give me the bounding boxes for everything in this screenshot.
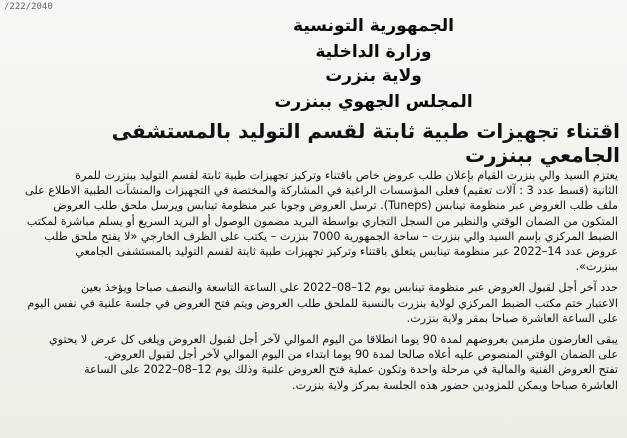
paragraph xyxy=(14,332,618,393)
text-line: عروض عدد 14–2022 عبر منظومة تينابس يتعلق باقتناء وتركيز تجهيزات طبية ثابتة لقسم التوليد بالمستشفى الجامعي xyxy=(75,245,618,259)
notice-body xyxy=(14,168,618,399)
text-line: حدد آخر أجل لقبول العروض عبر منظومة تينابس يوم 12–08–2022 على الساعة التاسعة والنصف صباحا ويؤخذ بعين xyxy=(81,281,618,295)
reference-number: /222/2040 xyxy=(4,2,53,12)
governorate-heading: ولاية بنزرت xyxy=(325,66,422,86)
text-line: على الضمان الوقتي المنصوص عليه أعلاه صالحا لمدة 90 يوما ابتداء من اليوم الموالي لآخر أجل لقبول العروض. xyxy=(104,348,618,362)
text-line: الثانية (قسط عدد 3 : آلات تعقيم) فعلى المؤسسات الراغبة في المشاركة والمختصة في التجهيزات والمنشآت الطبية الاطلاع على xyxy=(25,184,618,198)
text-line: ملف طلب العروض عبر منظومة تينابس (Tuneps). ترسل العروض وجوبا عبر منظومة تينابس ويرسل ملحق طلب العروض xyxy=(53,199,618,213)
ministry-heading: وزارة الداخلية xyxy=(315,42,432,62)
text-line: العاشرة صباحا ويمكن للمزودين حضور هذه الجلسة بمركز ولاية بنزرت. xyxy=(292,378,618,392)
text-line: على الساعة العاشرة صباحا بمقر ولاية بنزرت. xyxy=(406,311,618,325)
text-line: ببنزرت». xyxy=(575,260,618,274)
text-line: المتكون من الضمان الوقتي والنظير من السجل التجاري بواسطة البريد مضمون الوصول أو البريد السريع أو يسلم مباشرة لمكتب xyxy=(26,214,618,228)
paragraph xyxy=(14,280,618,326)
text-line: يعتزم السيد والي بنزرت القيام بإعلان طلب عروض خاص باقتناء وتركيز تجهيزات طبية ثابتة لقسم التوليد ببنزرت للمرة xyxy=(75,169,618,182)
council-heading: المجلس الجهوي ببنزرت xyxy=(274,92,473,112)
text-line: تفتح العروض الفنية والمالية في مرحلة واحدة وتكون عملية فتح العروض علنية وذلك يوم 12–08–2022 على الساعة xyxy=(84,363,618,377)
republic-heading: الجمهورية التونسية xyxy=(293,16,454,36)
text-line: الاعتبار ختم مكتب الضبط المركزي لولاية بنزرت بالنسبة للملحق طلب العروض ويتم فتح العروض في جلسة علنية في نفس اليوم xyxy=(27,296,618,310)
text-line: الضبط المركزي بإسم السيد والي بنزرت – ساحة الجمهورية 7000 بنزرت – يكتب على الظرف الخارجي «لا يفتح ملحق طلب xyxy=(44,229,618,243)
text-line: يبقى العارضون ملزمين بعروضهم لمدة 90 يوما انطلاقا من اليوم الموالي لآخر أجل لقبول العروض ويلغى كل عرض لا يحتوي xyxy=(49,333,618,347)
paragraph xyxy=(14,168,618,274)
notice-title: اقتناء تجهيزات طبية ثابتة لقسم التوليد بالمستشفى الجامعي ببنزرت xyxy=(111,119,620,167)
